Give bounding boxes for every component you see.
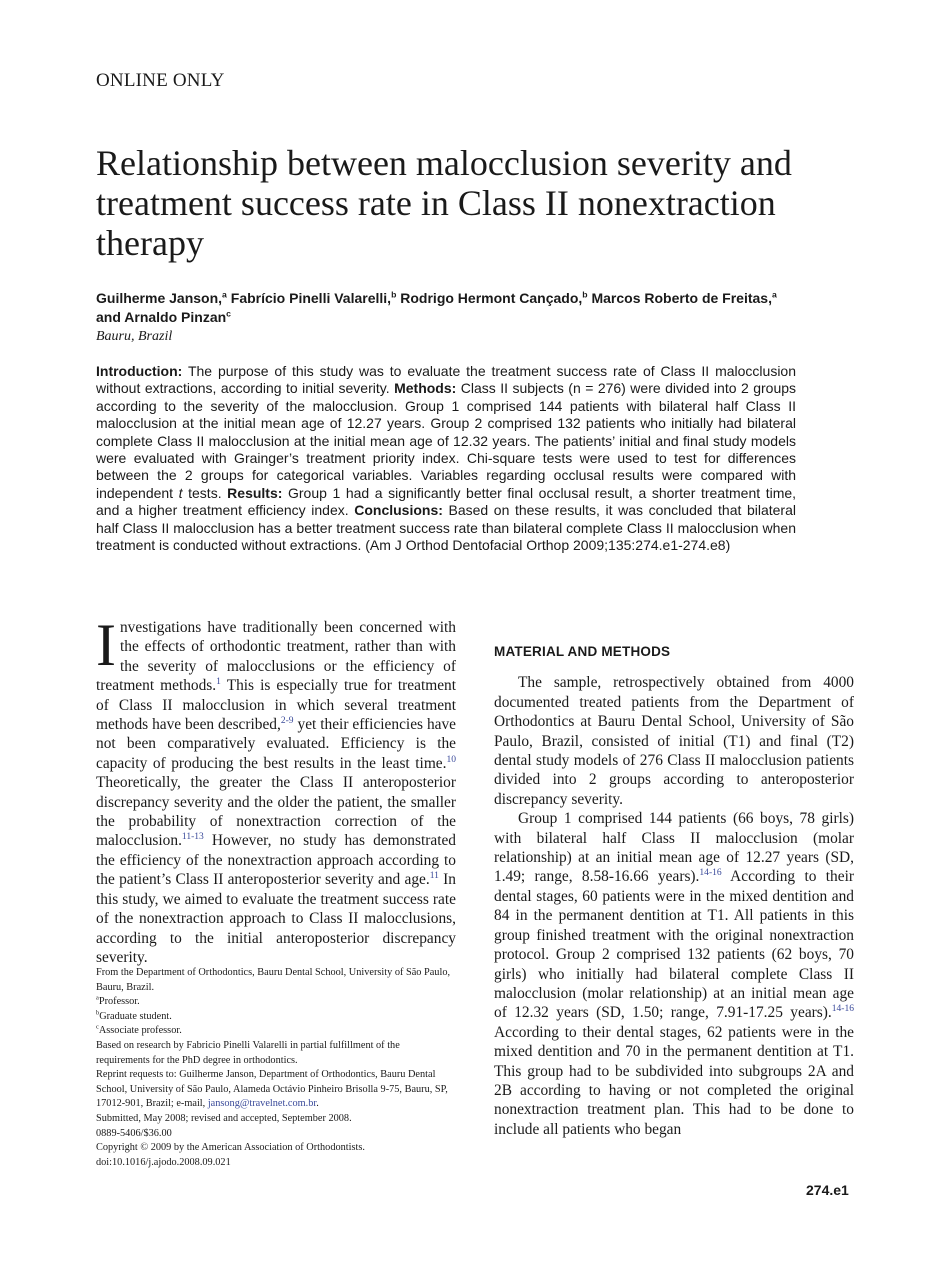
footnote-submitted: Submitted, May 2008; revised and accepted, September 2008. xyxy=(96,1112,352,1124)
reference-link[interactable]: 10 xyxy=(446,753,456,765)
intro-text: nvestigations have traditionally been concerned with the effects of orthodontic treatment, rather than with the severity of malocclusions or the efficiency of treatment methods. xyxy=(96,619,456,695)
author-affil-mark: a xyxy=(222,289,227,300)
reference-link[interactable]: 14-16 xyxy=(831,1003,854,1015)
email-link[interactable]: jansong@travelnet.com.br xyxy=(207,1098,317,1110)
footnotes xyxy=(96,966,456,1170)
article-title: Relationship between malocclusion severity and treatment success rate in Class II nonextraction therapy xyxy=(96,143,792,263)
intro-text: This is especially true for treatment of Class II malocclusion in which several treatment methods have been described, xyxy=(96,677,456,734)
footnote-doi: doi:10.1016/j.ajodo.2008.09.021 xyxy=(96,1156,231,1168)
footnote-text: Graduate student. xyxy=(99,1010,172,1022)
author-name: Rodrigo Hermont Cançado, xyxy=(400,290,583,306)
abstract-methods-t: t xyxy=(178,484,183,501)
right-column xyxy=(494,618,854,1139)
author-name: Guilherme Janson, xyxy=(96,290,223,306)
methods-text: According to their dental stages, 62 patients were in the mixed dentition and 70 in the permanent dentition at T1. This group had to be subdivided into subgroups 2A and 2B according to having or not completed the original nonextraction treatment plan. This had to be done to include all patients who began xyxy=(494,1023,854,1138)
footnote-issn: 0889-5406/$36.00 xyxy=(96,1127,172,1139)
reference-link[interactable]: 11 xyxy=(429,870,439,882)
reference-link[interactable]: 1 xyxy=(216,676,221,688)
author-name: Marcos Roberto de Freitas, xyxy=(591,290,772,306)
author-name: and Arnaldo Pinzan xyxy=(96,309,227,325)
reference-link[interactable]: 14-16 xyxy=(699,867,722,879)
abstract-conclusions-label: Conclusions: xyxy=(354,502,443,519)
footnote-text: Reprint requests to: Guilherme Janson, Department of Orthodontics, Bauru Dental School, University of São Paulo, Alameda Octávio Pinheiro Brisolla 9-75, Bauru, SP, 17012-901, Brazil; e-mail, xyxy=(96,1069,448,1110)
author-affil-mark: a xyxy=(771,289,777,300)
methods-paragraph xyxy=(494,809,854,1139)
footnote-department: From the Department of Orthodontics, Bauru Dental School, University of São Paulo, Bauru, Brazil. xyxy=(96,967,451,993)
footnote-reprint xyxy=(96,1068,456,1112)
abstract-methods-text: Class II subjects (n = 276) were divided into 2 groups according to the severity of the malocclusion. Group 1 comprised 144 patients with bilateral half Class II malocclusion at the initial mean age of 12.27 years. Group 2 comprised 132 patients who initially had bilateral complete Class II malocclusion at the initial mean age of 12.32 years. The patients’ initial and final study models were evaluated with Grainger’s treatment priority index. Chi-square tests were used to test for differences between the 2 groups for categorical variables. Variables regarding occlusal results were compared with independent xyxy=(96,380,797,501)
abstract-methods-label: Methods: xyxy=(394,380,457,397)
footnote-mark: b xyxy=(96,1009,100,1017)
page-number: 274.e1 xyxy=(806,1182,849,1198)
methods-text: According to their dental stages, 60 patients were in the mixed dentition and 84 in the permanent dentition at T1. All patients in this group finished treatment with the original nonextraction protocol. Group 2 comprised 132 patients (62 boys, 70 girls) who initially had bilateral complete Class II malocclusion (molar relationship) at an initial mean age of 12.32 years (SD, 1.50; range, 7.91-17.25 years). xyxy=(494,868,854,1022)
footnote-text: . xyxy=(316,1098,319,1110)
author-location: Bauru, Brazil xyxy=(96,329,173,344)
author-affil-mark: c xyxy=(226,308,231,319)
abstract-citation: (Am J Orthod Dentofacial Orthop 2009;135:274.e1-274.e8) xyxy=(365,537,731,554)
section-label: ONLINE ONLY xyxy=(96,70,225,91)
abstract-intro-label: Introduction: xyxy=(96,363,183,379)
footnote-copyright: Copyright © 2009 by the American Association of Orthodontists. xyxy=(96,1142,365,1154)
footnote-text: Associate professor. xyxy=(98,1025,182,1037)
intro-paragraph xyxy=(96,612,456,967)
methods-text: Group 1 comprised 144 patients (66 boys, 78 girls) with bilateral half Class II malocclusion (molar relationship) at an initial mean age of 12.27 years (SD, 1.49; range, 8.58-16.66 years). xyxy=(494,810,854,886)
footnote-mark: a xyxy=(96,994,99,1002)
author-name: Fabrício Pinelli Valarelli, xyxy=(230,290,392,306)
footnote-affil-c xyxy=(96,1024,456,1039)
intro-text: In this study, we aimed to evaluate the treatment success rate of the nonextraction approach to Class II malocclusions, according to the initial anteroposterior discrepancy severity. xyxy=(96,871,456,966)
author-affil-mark: b xyxy=(391,289,397,300)
intro-text: Theoretically, the greater the Class II anteroposterior discrepancy severity and the older the patient, the smaller the probability of nonextraction correction of the malocclusion. xyxy=(96,774,456,850)
footnote-research: Based on research by Fabricio Pinelli Valarelli in partial fulfillment of the requirements for the PhD degree in orthodontics. xyxy=(96,1039,400,1066)
author-affil-mark: b xyxy=(582,289,588,300)
abstract-results-text: Group 1 had a significantly better final occlusal result, a shorter treatment time, and a higher treatment efficiency index. xyxy=(96,484,797,519)
footnote-affil-a xyxy=(96,995,456,1010)
reference-link[interactable]: 2-9 xyxy=(280,714,294,726)
footnote-text: Professor. xyxy=(98,996,140,1008)
abstract-methods-tail: tests. xyxy=(188,484,222,501)
reference-link[interactable]: 11-13 xyxy=(181,831,204,843)
footnote-affil-b xyxy=(96,1010,456,1025)
footnote-mark: c xyxy=(96,1023,99,1031)
author-list xyxy=(96,289,856,327)
intro-text: yet their efficiencies have not been comparatively evaluated. Efficiency is the capacity of producing the best results in the least time. xyxy=(96,716,456,772)
methods-paragraph: The sample, retrospectively obtained from 4000 documented treated patients from the Department of Orthodontics at Bauru Dental School, University of São Paulo, Brazil, consisted of initial (T1) and final (T2) dental study models of 276 Class II malocclusion patients divided into 2 groups according to anteroposterior discrepancy severity. xyxy=(494,674,854,808)
abstract xyxy=(96,363,796,554)
abstract-results-label: Results: xyxy=(227,484,283,501)
intro-text: However, no study has demonstrated the efficiency of the nonextraction approach according to the patient’s Class II anteroposterior severity and age. xyxy=(96,832,456,889)
abstract-conclusions-text: Based on these results, it was concluded that bilateral half Class II malocclusion has a better treatment success rate than bilateral complete Class II malocclusion when treatment is conducted without extractions. xyxy=(96,502,796,554)
section-heading: MATERIAL AND METHODS xyxy=(494,644,671,659)
drop-cap: I xyxy=(96,612,116,678)
abstract-intro-text: The purpose of this study was to evaluate the treatment success rate of Class II malocclusion without extractions, according to initial severity. xyxy=(96,363,797,397)
